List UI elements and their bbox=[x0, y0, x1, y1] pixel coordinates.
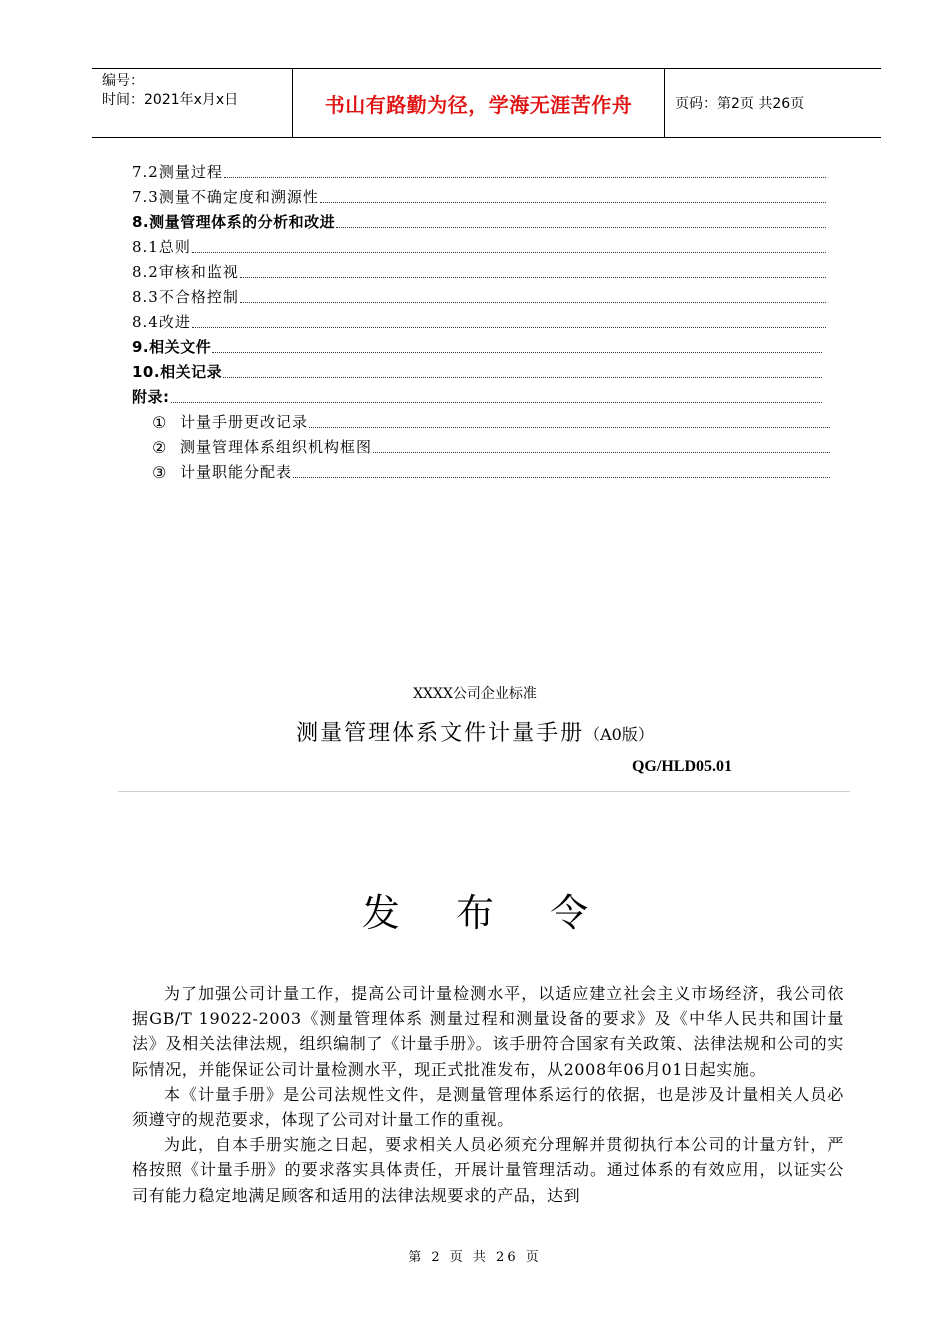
toc-leader bbox=[171, 402, 823, 403]
toc-leader bbox=[223, 377, 822, 378]
toc-entry[interactable] bbox=[132, 310, 826, 332]
toc-entry-text: 9.相关文件 bbox=[132, 338, 212, 356]
toc-entry-text: 8.4改进 bbox=[132, 313, 191, 331]
toc-leader bbox=[192, 327, 826, 328]
toc-entry[interactable] bbox=[132, 260, 826, 282]
appendix-number: ② bbox=[152, 438, 168, 457]
decree-char: 发 bbox=[361, 891, 400, 935]
toc-leader bbox=[212, 352, 822, 353]
document-title bbox=[0, 716, 950, 747]
appendix-number: ③ bbox=[152, 463, 168, 482]
toc-entry[interactable] bbox=[132, 185, 826, 207]
decree-char: 令 bbox=[550, 891, 589, 935]
toc-leader bbox=[373, 452, 830, 453]
toc-entry-text: 7.3测量不确定度和溯源性 bbox=[132, 188, 319, 206]
toc-entry[interactable] bbox=[132, 235, 826, 257]
toc-appendix-entry[interactable] bbox=[152, 435, 830, 457]
toc-entry[interactable] bbox=[132, 210, 826, 232]
toc-entry-text: 8.测量管理体系的分析和改进 bbox=[132, 213, 336, 231]
page-header bbox=[92, 68, 881, 138]
appendix-number: ① bbox=[152, 413, 168, 432]
number-label: 编号： bbox=[102, 73, 144, 89]
appendix-text: 计量职能分配表 bbox=[180, 463, 293, 481]
company-standard-label: XXXX公司企业标准 bbox=[413, 686, 537, 702]
header-motto: 书山有路勤为径，学海无涯苦作舟 bbox=[293, 69, 665, 137]
toc-entry[interactable] bbox=[132, 160, 826, 182]
decree-body bbox=[132, 981, 844, 1208]
toc-entry[interactable] bbox=[132, 335, 822, 357]
decree-heading bbox=[0, 882, 950, 937]
toc-leader bbox=[240, 277, 826, 278]
body-paragraph: 为了加强公司计量工作，提高公司计量检测水平，以适应建立社会主义市场经济，我公司依据GB/T 19022-2003《测量管理体系 测量过程和测量设备的要求》及《中华人民共和国计量法》及相关法律法规，组织编制了《计量手册》。该手册符合国家有关政策、法律法规和公司的实际情况，并能保证公司计量检测水平，现正式批准发布，从2008年06月01日起实施。 bbox=[132, 984, 844, 1079]
appendix-text: 计量手册更改记录 bbox=[180, 413, 309, 431]
toc-appendix-entry[interactable] bbox=[152, 460, 830, 482]
toc-leader bbox=[309, 427, 830, 428]
page-footer: 第 2 页 共 26 页 bbox=[408, 1250, 542, 1265]
decree-char: 布 bbox=[455, 891, 494, 935]
toc-entry-text: 8.1总则 bbox=[132, 238, 191, 256]
toc-entry-text: 8.2审核和监视 bbox=[132, 263, 239, 281]
header-page-info: 页码：第2页 共26页 bbox=[675, 96, 805, 112]
toc-leader bbox=[224, 177, 826, 178]
toc-leader bbox=[320, 202, 826, 203]
toc-appendix-entry[interactable] bbox=[152, 410, 830, 432]
toc-entry-text: 8.3不合格控制 bbox=[132, 288, 239, 306]
appendix-text: 测量管理体系组织机构框图 bbox=[180, 438, 373, 456]
toc-entry-text: 附录: bbox=[132, 388, 170, 406]
document-version: （A0版） bbox=[584, 725, 654, 744]
toc-leader bbox=[192, 252, 826, 253]
toc-entry-text: 7.2测量过程 bbox=[132, 163, 223, 181]
toc-leader bbox=[293, 477, 830, 478]
document-title-text: 测量管理体系文件计量手册 bbox=[296, 721, 585, 746]
body-paragraph: 本《计量手册》是公司法规性文件，是测量管理体系运行的依据，也是涉及计量相关人员必须遵守的规范要求，体现了公司对计量工作的重视。 bbox=[132, 1084, 844, 1130]
toc-entry-text: 10.相关记录 bbox=[132, 363, 223, 381]
divider bbox=[118, 791, 850, 792]
toc-leader bbox=[336, 227, 826, 228]
body-paragraph: 为此，自本手册实施之日起，要求相关人员必须充分理解并贯彻执行本公司的计量方针，严格按照《计量手册》的要求落实具体责任，开展计量管理活动。通过体系的有效应用，以证实公司有能力稳定地满足顾客和适用的法律法规要求的产品，达到 bbox=[132, 1135, 844, 1205]
toc-leader bbox=[240, 302, 826, 303]
toc-entry[interactable] bbox=[132, 385, 822, 407]
header-meta-cell bbox=[92, 69, 293, 137]
toc-entry[interactable] bbox=[132, 360, 822, 382]
toc-entry[interactable] bbox=[132, 285, 826, 307]
document-code: QG/HLD05.01 bbox=[631, 758, 732, 775]
time-label: 时间：2021年x月x日 bbox=[102, 92, 239, 108]
